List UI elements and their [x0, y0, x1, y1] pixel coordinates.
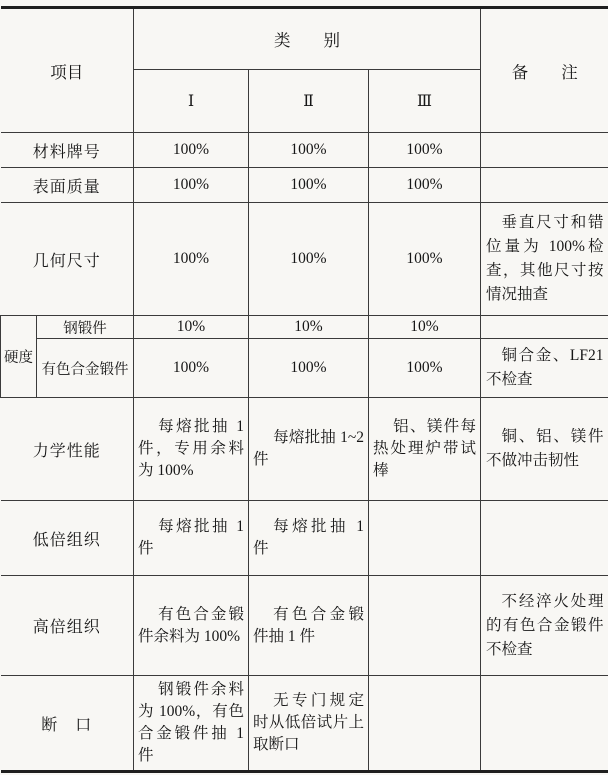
header-item-cell: 项目 [1, 8, 134, 133]
surface-class2-cell: 100% [249, 168, 369, 203]
fracture-label-cell: 断 口 [1, 676, 134, 772]
material-class3-cell: 100% [369, 133, 481, 168]
table-row [1, 203, 608, 316]
geometry-label-cell: 几何尺寸 [1, 203, 134, 316]
header-class-3-cell: Ⅲ [369, 70, 481, 133]
table-row [1, 316, 608, 339]
fracture-class3-cell [369, 676, 481, 772]
table-row [1, 501, 608, 576]
material-remark-cell [481, 133, 608, 168]
hardness-steel-class1-cell: 10% [134, 316, 249, 339]
surface-remark-cell [481, 168, 608, 203]
hardness-steel-class3-cell: 10% [369, 316, 481, 339]
macro-structure-label-cell: 低倍组织 [1, 501, 134, 576]
hardness-nonferrous-remark-cell: 铜合金、LF21 不检查 [481, 339, 608, 398]
hardness-steel-remark-cell [481, 316, 608, 339]
mechanical-class2-cell: 每熔批抽 1~2 件 [249, 398, 369, 501]
surface-class3-cell: 100% [369, 168, 481, 203]
geometry-remark-cell: 垂直尺寸和错位量为 100%检查，其他尺寸按情况抽查 [481, 203, 608, 316]
fracture-class1-cell: 钢锻件余料为 100%，有色合金锻件抽 1 件 [134, 676, 249, 772]
geometry-class1-cell: 100% [134, 203, 249, 316]
surface-label-cell: 表面质量 [1, 168, 134, 203]
surface-class1-cell: 100% [134, 168, 249, 203]
mechanical-class1-cell: 每熔批抽 1 件，专用余料为 100% [134, 398, 249, 501]
macro-structure-class2-cell: 每熔批抽 1 件 [249, 501, 369, 576]
table-row [1, 133, 608, 168]
hardness-steel-class2-cell: 10% [249, 316, 369, 339]
fracture-class2-cell: 无专门规定时从低倍试片上取断口 [249, 676, 369, 772]
table-row [1, 576, 608, 676]
mechanical-remark-cell: 铜、铝、镁件不做冲击韧性 [481, 398, 608, 501]
hardness-nonferrous-class2-cell: 100% [249, 339, 369, 398]
macro-structure-class1-cell: 每熔批抽 1 件 [134, 501, 249, 576]
mechanical-label-cell: 力学性能 [1, 398, 134, 501]
table-row [1, 676, 608, 772]
fracture-remark-cell [481, 676, 608, 772]
table-row [1, 339, 608, 398]
hardness-nonferrous-class1-cell: 100% [134, 339, 249, 398]
header-class-2-cell: Ⅱ [249, 70, 369, 133]
inspection-requirements-table [0, 6, 608, 773]
header-category-cell: 类 别 [134, 8, 481, 70]
table-row [1, 398, 608, 501]
hardness-steel-label-cell: 钢锻件 [37, 316, 134, 339]
material-class1-cell: 100% [134, 133, 249, 168]
micro-structure-class2-cell: 有色合金锻件抽 1 件 [249, 576, 369, 676]
header-class-1-cell: Ⅰ [134, 70, 249, 133]
micro-structure-class3-cell [369, 576, 481, 676]
macro-structure-remark-cell [481, 501, 608, 576]
micro-structure-remark-cell: 不经淬火处理的有色合金锻件不检查 [481, 576, 608, 676]
mechanical-class3-cell: 铝、镁件每热处理炉带试棒 [369, 398, 481, 501]
hardness-label-cell: 硬度 [1, 316, 37, 398]
geometry-class3-cell: 100% [369, 203, 481, 316]
material-class2-cell: 100% [249, 133, 369, 168]
geometry-class2-cell: 100% [249, 203, 369, 316]
hardness-nonferrous-class3-cell: 100% [369, 339, 481, 398]
material-label-cell: 材料牌号 [1, 133, 134, 168]
hardness-nonferrous-label-cell: 有色合金锻件 [37, 339, 134, 398]
table-row [1, 168, 608, 203]
macro-structure-class3-cell [369, 501, 481, 576]
micro-structure-class1-cell: 有色合金锻件余料为 100% [134, 576, 249, 676]
header-remark-cell: 备 注 [481, 8, 608, 133]
micro-structure-label-cell: 高倍组织 [1, 576, 134, 676]
